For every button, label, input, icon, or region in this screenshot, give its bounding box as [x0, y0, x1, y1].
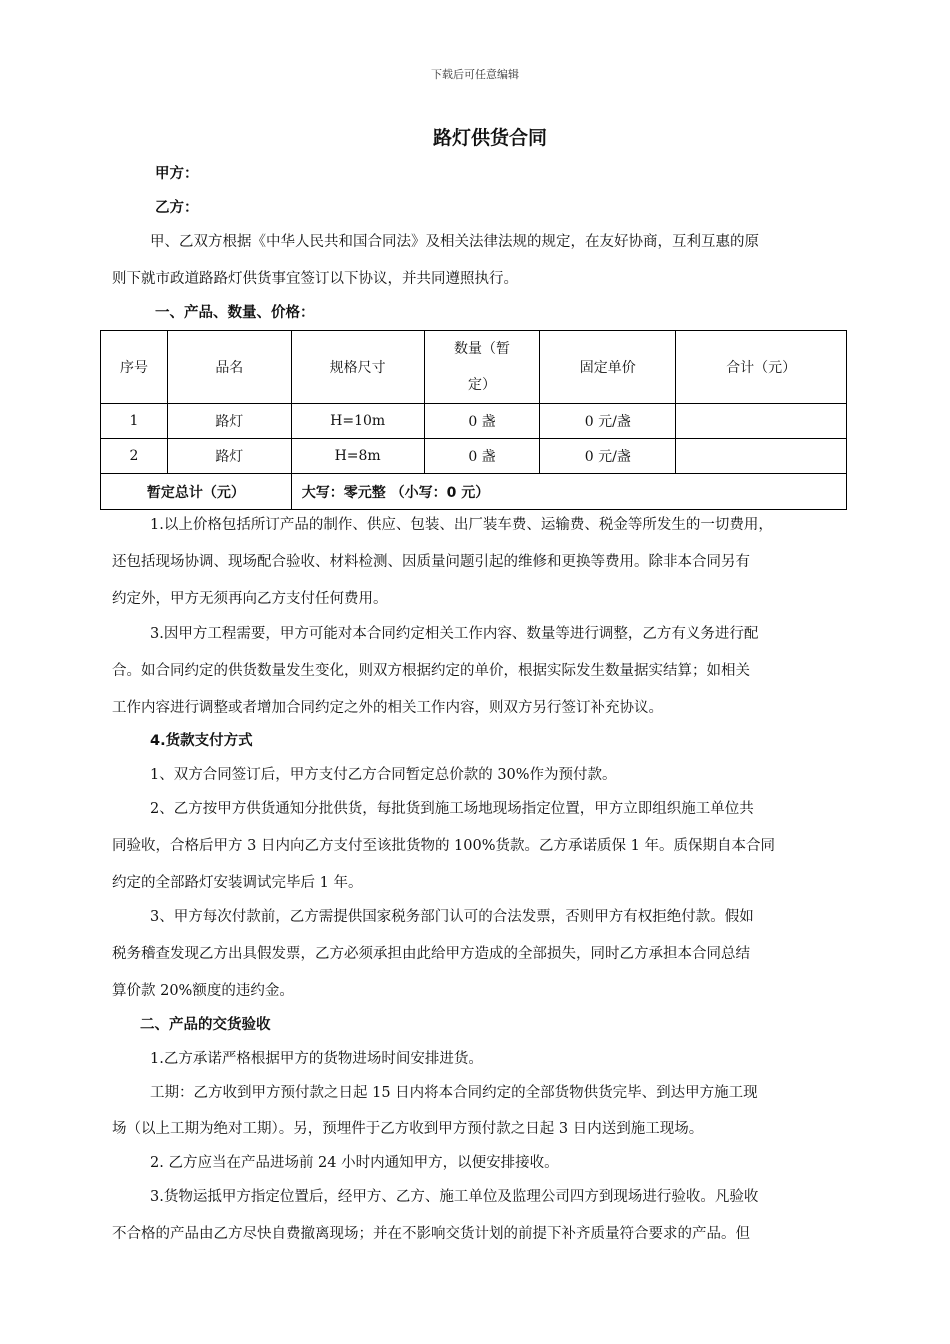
cell-spec: H=8m	[291, 439, 424, 474]
delivery-1: 1.乙方承诺严格根据甲方的货物进场时间安排进货。	[150, 1051, 483, 1067]
period-line: 工期：乙方收到甲方预付款之日起 15 日内将本合同约定的全部货物供货完毕、到达甲方施工现	[150, 1085, 758, 1101]
col-header-qty	[424, 331, 540, 404]
col-header-name: 品名	[167, 331, 291, 404]
payment-2-line: 2、乙方按甲方供货通知分批供货，每批货到施工场地现场指定位置，甲方立即组织施工单位共	[150, 801, 754, 817]
col-header-unit-price: 固定单价	[540, 331, 676, 404]
clause-1-line: 1.以上价格包括所订产品的制作、供应、包装、出厂装车费、运输费、税金等所发生的一切费用，	[150, 517, 773, 533]
clause-3-line: 合。如合同约定的供货数量发生变化，则双方根据约定的单价，根据实际发生数量据实结算；如相关	[112, 663, 750, 679]
table-row	[101, 439, 847, 474]
col-header-qty-line2: 定）	[467, 377, 496, 393]
delivery-3-line: 3.货物运抵甲方指定位置后，经甲方、乙方、施工单位及监理公司四方到现场进行验收。凡验收	[150, 1189, 759, 1205]
intro-line: 则下就市政道路路灯供货事宜签订以下协议，并共同遵照执行。	[112, 271, 518, 287]
clause-3-line: 工作内容进行调整或者增加合同约定之外的相关工作内容，则双方另行签订补充协议。	[112, 700, 663, 716]
cell-total	[676, 404, 847, 439]
section-1-heading: 一、产品、数量、价格：	[155, 305, 315, 321]
payment-1: 1、双方合同签订后，甲方支付乙方合同暂定总价款的 30%作为预付款。	[150, 767, 617, 783]
document-title: 路灯供货合同	[432, 127, 547, 149]
cell-qty: 0 盏	[424, 439, 540, 474]
col-header-total: 合计（元）	[676, 331, 847, 404]
table-row	[101, 404, 847, 439]
payment-3-line: 3、甲方每次付款前，乙方需提供国家税务部门认可的合法发票，否则甲方有权拒绝付款。假如	[150, 909, 754, 925]
party-a-label: 甲方：	[155, 166, 199, 182]
cell-qty: 0 盏	[424, 404, 540, 439]
col-header-spec: 规格尺寸	[291, 331, 424, 404]
total-label: 暂定总计（元）	[101, 474, 292, 510]
cell-unit-price: 0 元/盏	[540, 404, 676, 439]
section-2-heading: 二、产品的交货验收	[140, 1017, 271, 1033]
clause-3-line: 3.因甲方工程需要，甲方可能对本合同约定相关工作内容、数量等进行调整，乙方有义务进行配	[150, 626, 759, 642]
product-table	[100, 330, 847, 510]
cell-name: 路灯	[167, 404, 291, 439]
cell-name: 路灯	[167, 439, 291, 474]
section-4-heading: 4.货款支付方式	[150, 733, 253, 749]
header-note: 下载后可任意编辑	[431, 68, 519, 81]
clause-1-line: 约定外，甲方无须再向乙方支付任何费用。	[112, 591, 388, 607]
cell-total	[676, 439, 847, 474]
payment-2-line: 同验收，合格后甲方 3 日内向乙方支付至该批货物的 100%货款。乙方承诺质保 1 年。质保期自本合同	[112, 838, 775, 854]
total-value: 大写：零元整 （小写：0 元）	[291, 474, 846, 510]
delivery-3-line: 不合格的产品由乙方尽快自费撤离现场；并在不影响交货计划的前提下补齐质量符合要求的产品。但	[112, 1226, 750, 1242]
table-header-row	[101, 331, 847, 404]
payment-2-line: 约定的全部路灯安装调试完毕后 1 年。	[112, 875, 363, 891]
clause-1-line: 还包括现场协调、现场配合验收、材料检测、因质量问题引起的维修和更换等费用。除非本合同另有	[112, 554, 750, 570]
table-total-row	[101, 474, 847, 510]
payment-3-line: 税务稽查发现乙方出具假发票，乙方必须承担由此给甲方造成的全部损失，同时乙方承担本合同总结	[112, 946, 750, 962]
cell-index: 2	[101, 439, 168, 474]
delivery-2: 2. 乙方应当在产品进场前 24 小时内通知甲方，以便安排接收。	[150, 1155, 559, 1171]
col-header-qty-line1: 数量（暂	[453, 341, 510, 357]
cell-unit-price: 0 元/盏	[540, 439, 676, 474]
party-b-label: 乙方：	[155, 200, 199, 216]
period-line: 场（以上工期为绝对工期）。另，预埋件于乙方收到甲方预付款之日起 3 日内送到施工现场。	[112, 1121, 704, 1137]
cell-index: 1	[101, 404, 168, 439]
cell-spec: H=10m	[291, 404, 424, 439]
col-header-index: 序号	[101, 331, 168, 404]
intro-line: 甲、乙双方根据《中华人民共和国合同法》及相关法律法规的规定，在友好协商，互利互惠的原	[150, 234, 759, 250]
payment-3-line: 算价款 20%额度的违约金。	[112, 983, 294, 999]
